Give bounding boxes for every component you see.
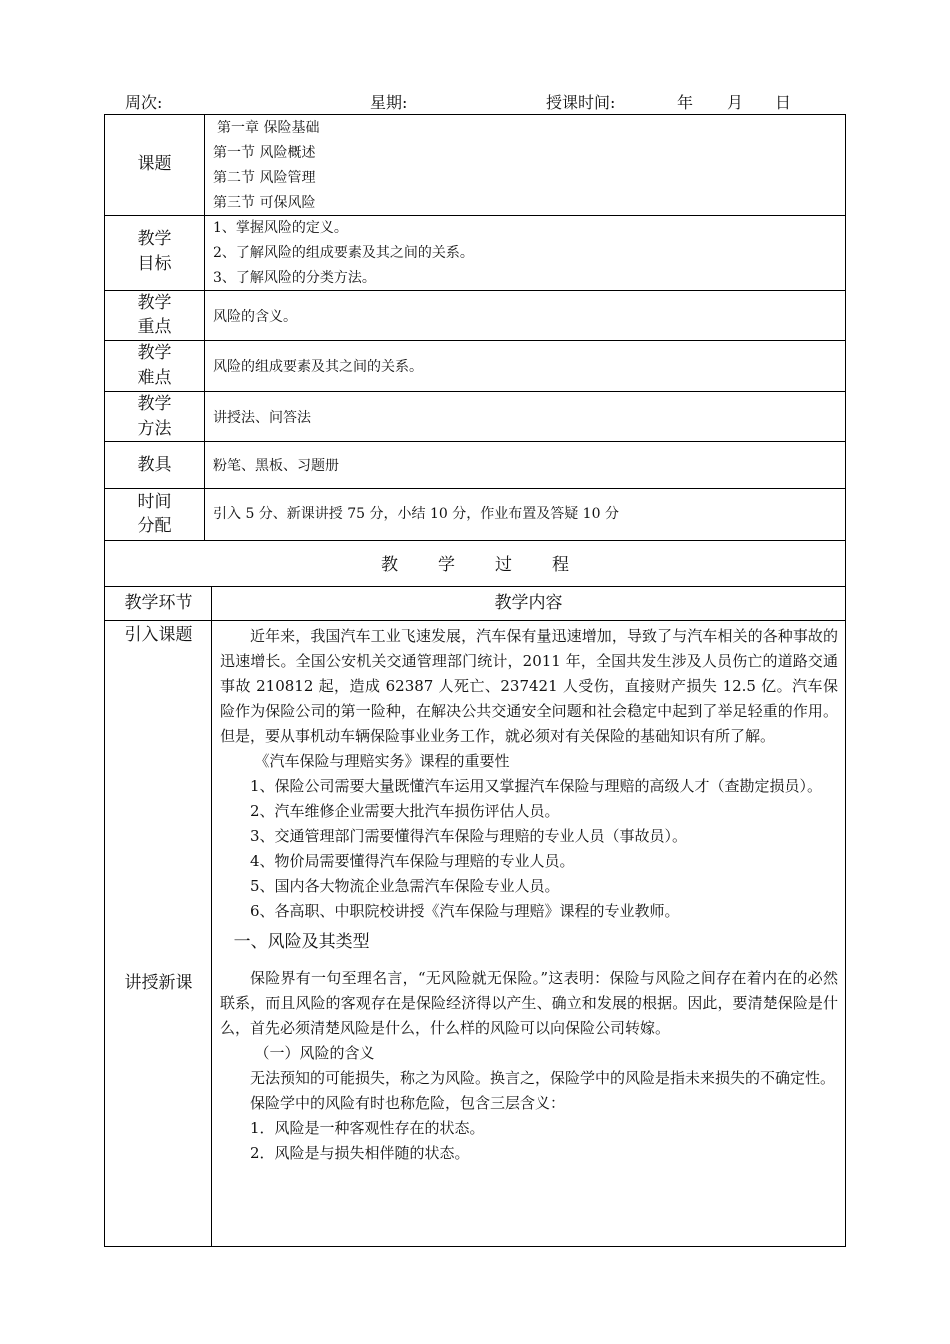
year-label: 年 <box>677 93 694 112</box>
course-importance-title: 《汽车保险与理赔实务》课程的重要性 <box>254 752 510 770</box>
time-alloc-content: 引入 5 分、新课讲授 75 分，小结 10 分，作业布置及答疑 10 分 <box>213 506 619 522</box>
content-column-header: 教学内容 <box>494 593 563 613</box>
row-divider <box>104 586 846 587</box>
row-divider <box>104 441 846 442</box>
difficulties-content: 风险的组成要素及其之间的关系。 <box>213 359 423 375</box>
methods-label-1: 教学 <box>137 394 172 414</box>
importance-item-3: 3、交通管理部门需要懂得汽车保险与理赔的专业人员（事故员）。 <box>250 827 688 845</box>
lesson-header <box>105 90 845 114</box>
risk-meaning-1: 1．风险是一种客观性存在的状态。 <box>250 1119 485 1137</box>
importance-item-5: 5、国内各大物流企业急需汽车保险专业人员。 <box>250 877 560 895</box>
stage-intro-label: 引入课题 <box>124 625 193 645</box>
row-divider <box>104 540 846 541</box>
teaching-process-title: 教学过程 <box>381 555 609 575</box>
column-divider <box>204 114 205 540</box>
importance-item-1: 1、保险公司需要大量既懂汽车运用又掌握汽车保险与理赔的高级人才（查勘定损员）。 <box>250 777 823 795</box>
importance-item-2: 2、汽车维修企业需要大批汽车损伤评估人员。 <box>250 802 560 820</box>
objectives-label-1: 教学 <box>137 229 172 249</box>
intro-paragraph: 近年来，我国汽车工业飞速发展，汽车保有量迅速增加，导致了与汽车相关的各种事故的迅速增长。全国公安机关交通管理部门统计，2011 年，全国共发生涉及人员伤亡的道路交通事故 210812 起，造成 62387 人死亡、237421 人受伤，直接财产损失 12.5 亿。汽车保险作为保险公司的第一险种，在解决公共交通安全问题和社会稳定中起到了举足轻重的作用。但是，要从事机动车辆保险事业业务工作，就必须对有关保险的基础知识有所了解。 <box>220 627 838 745</box>
methods-content: 讲授法、问答法 <box>213 410 311 426</box>
topic-line-2: 第一节 风险概述 <box>213 145 316 161</box>
risk-definition-paragraph: 无法预知的可能损失，称之为风险。换言之，保险学中的风险是指未来损失的不确定性。 <box>250 1069 836 1087</box>
row-divider <box>104 340 846 341</box>
weekday-label: 星期: <box>370 93 408 112</box>
difficulties-label-1: 教学 <box>137 343 172 363</box>
column-divider <box>211 586 212 1247</box>
importance-item-6: 6、各高职、中职院校讲授《汽车保险与理赔》课程的专业教师。 <box>250 902 680 920</box>
difficulties-label-2: 难点 <box>137 368 172 388</box>
row-divider <box>104 488 846 489</box>
methods-label-2: 方法 <box>137 419 172 439</box>
row-divider <box>104 620 846 621</box>
key-points-label-1: 教学 <box>137 293 172 313</box>
topic-line-3: 第二节 风险管理 <box>213 170 316 186</box>
tools-label: 教具 <box>137 455 172 475</box>
week-label: 周次: <box>125 93 163 112</box>
risk-meaning-heading: （一）风险的含义 <box>254 1044 375 1062</box>
row-divider <box>104 391 846 392</box>
objective-2: 2、了解风险的组成要素及其之间的关系。 <box>213 245 474 261</box>
objectives-label-2: 目标 <box>137 254 172 274</box>
stage-new-lesson-label: 讲授新课 <box>124 973 193 993</box>
importance-item-4: 4、物价局需要懂得汽车保险与理赔的专业人员。 <box>250 852 575 870</box>
risk-three-meanings-intro: 保险学中的风险有时也称危险，包含三层含义： <box>250 1094 566 1112</box>
topic-line-1: 第一章 保险基础 <box>217 120 320 136</box>
risk-intro-paragraph: 保险界有一句至理名言，“无风险就无保险。”这表明：保险与风险之间存在着内在的必然联系，而且风险的客观存在是保险经济得以产生、确立和发展的根据。因此，要清楚保险是什么，首先必须清楚风险是什么，什么样的风险可以向保险公司转嫁。 <box>220 969 838 1037</box>
key-points-label-2: 重点 <box>137 317 172 337</box>
teaching-time-label: 授课时间: <box>546 93 616 112</box>
topic-line-4: 第三节 可保风险 <box>213 195 316 211</box>
key-points-content: 风险的含义。 <box>213 309 297 325</box>
objective-1: 1、掌握风险的定义。 <box>213 220 348 236</box>
time-alloc-label-2: 分配 <box>137 516 172 536</box>
tools-content: 粉笔、黑板、习题册 <box>213 458 339 474</box>
time-alloc-label-1: 时间 <box>137 492 172 512</box>
objective-3: 3、了解风险的分类方法。 <box>213 270 376 286</box>
risk-meaning-2: 2．风险是与损失相伴随的状态。 <box>250 1144 470 1162</box>
section-heading-risk: 一、风险及其类型 <box>233 932 370 952</box>
month-label: 月 <box>727 93 744 112</box>
lesson-content <box>220 624 838 1166</box>
day-label: 日 <box>775 93 792 112</box>
topic-label: 课题 <box>137 154 172 174</box>
stage-column-header: 教学环节 <box>124 593 193 613</box>
